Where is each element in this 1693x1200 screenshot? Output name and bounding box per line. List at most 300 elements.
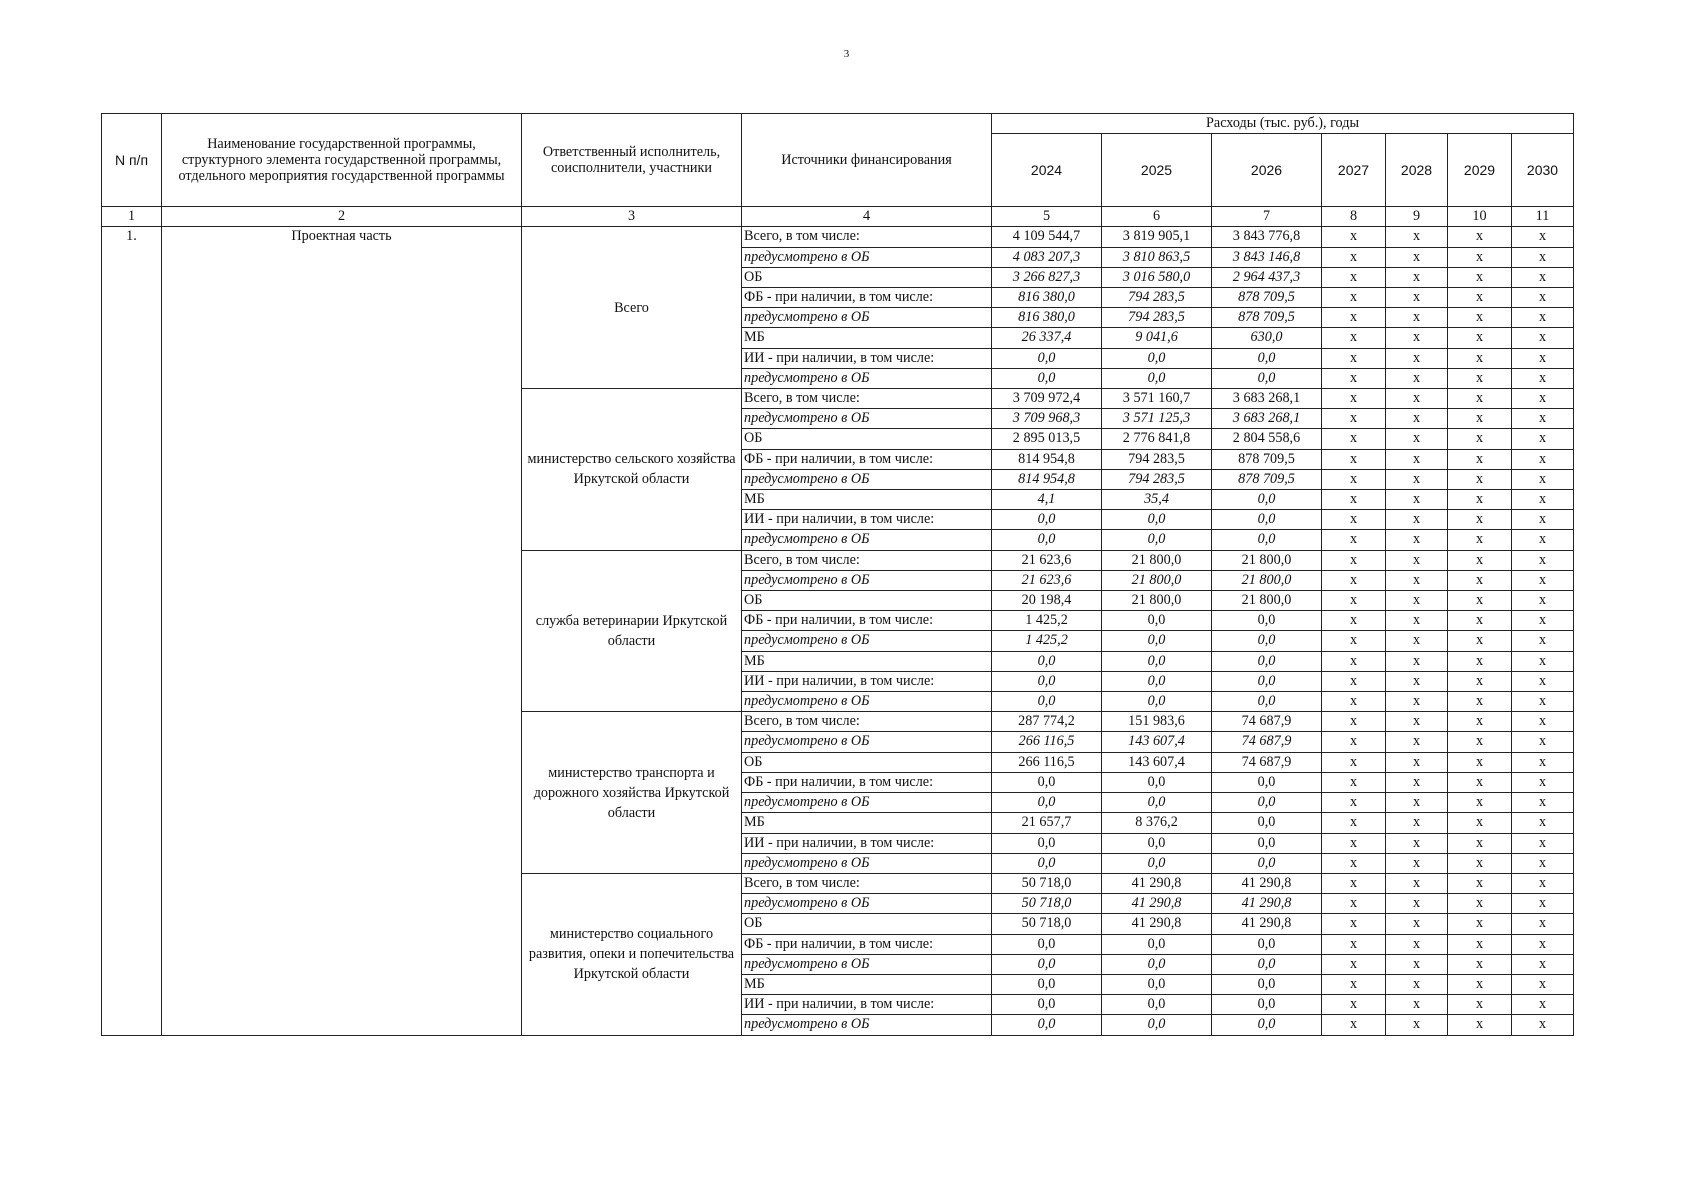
x-mark-cell: x <box>1386 308 1448 328</box>
value-cell-2024: 0,0 <box>992 853 1102 873</box>
x-mark-cell: x <box>1448 631 1512 651</box>
x-mark-cell: x <box>1512 793 1574 813</box>
value-cell-2025: 0,0 <box>1102 671 1212 691</box>
x-mark-cell: x <box>1448 934 1512 954</box>
x-mark-cell: x <box>1448 328 1512 348</box>
executor-cell: Всего <box>522 227 742 389</box>
x-mark-cell: x <box>1448 227 1512 247</box>
x-mark-cell: x <box>1322 894 1386 914</box>
x-mark-cell: x <box>1512 894 1574 914</box>
value-cell-2025: 794 283,5 <box>1102 469 1212 489</box>
x-mark-cell: x <box>1448 833 1512 853</box>
x-mark-cell: x <box>1512 227 1574 247</box>
header-num: N п/п <box>102 114 162 207</box>
value-cell-2025: 41 290,8 <box>1102 873 1212 893</box>
x-mark-cell: x <box>1386 1015 1448 1035</box>
value-cell-2026: 0,0 <box>1212 793 1322 813</box>
value-cell-2024: 3 709 972,4 <box>992 389 1102 409</box>
source-cell: ОБ <box>742 752 992 772</box>
x-mark-cell: x <box>1322 591 1386 611</box>
value-cell-2026: 3 683 268,1 <box>1212 389 1322 409</box>
x-mark-cell: x <box>1512 308 1574 328</box>
source-cell: предусмотрено в ОБ <box>742 853 992 873</box>
source-cell: предусмотрено в ОБ <box>742 894 992 914</box>
value-cell-2026: 0,0 <box>1212 611 1322 631</box>
column-number: 3 <box>522 207 742 227</box>
x-mark-cell: x <box>1448 995 1512 1015</box>
source-cell: предусмотрено в ОБ <box>742 570 992 590</box>
x-mark-cell: x <box>1386 510 1448 530</box>
x-mark-cell: x <box>1448 449 1512 469</box>
x-mark-cell: x <box>1448 570 1512 590</box>
value-cell-2025: 0,0 <box>1102 934 1212 954</box>
x-mark-cell: x <box>1512 853 1574 873</box>
x-mark-cell: x <box>1448 550 1512 570</box>
x-mark-cell: x <box>1512 389 1574 409</box>
value-cell-2025: 3 571 160,7 <box>1102 389 1212 409</box>
column-number-row <box>102 207 1574 227</box>
column-number: 8 <box>1322 207 1386 227</box>
value-cell-2024: 0,0 <box>992 772 1102 792</box>
value-cell-2024: 266 116,5 <box>992 732 1102 752</box>
x-mark-cell: x <box>1512 591 1574 611</box>
x-mark-cell: x <box>1386 490 1448 510</box>
x-mark-cell: x <box>1386 449 1448 469</box>
x-mark-cell: x <box>1448 671 1512 691</box>
value-cell-2025: 0,0 <box>1102 974 1212 994</box>
value-cell-2024: 2 895 013,5 <box>992 429 1102 449</box>
x-mark-cell: x <box>1448 974 1512 994</box>
header-year-2030: 2030 <box>1512 134 1574 207</box>
source-cell: Всего, в том числе: <box>742 873 992 893</box>
executor-cell: министерство сельского хозяйства Иркутской области <box>522 389 742 551</box>
x-mark-cell: x <box>1512 752 1574 772</box>
value-cell-2026: 21 800,0 <box>1212 550 1322 570</box>
x-mark-cell: x <box>1386 631 1448 651</box>
x-mark-cell: x <box>1448 490 1512 510</box>
value-cell-2026: 0,0 <box>1212 348 1322 368</box>
value-cell-2026: 878 709,5 <box>1212 288 1322 308</box>
source-cell: МБ <box>742 813 992 833</box>
value-cell-2025: 0,0 <box>1102 995 1212 1015</box>
x-mark-cell: x <box>1386 732 1448 752</box>
x-mark-cell: x <box>1322 368 1386 388</box>
x-mark-cell: x <box>1322 530 1386 550</box>
x-mark-cell: x <box>1512 631 1574 651</box>
value-cell-2025: 0,0 <box>1102 1015 1212 1035</box>
value-cell-2024: 3 266 827,3 <box>992 267 1102 287</box>
value-cell-2024: 814 954,8 <box>992 469 1102 489</box>
source-cell: Всего, в том числе: <box>742 712 992 732</box>
x-mark-cell: x <box>1322 389 1386 409</box>
x-mark-cell: x <box>1386 873 1448 893</box>
value-cell-2024: 814 954,8 <box>992 449 1102 469</box>
source-cell: ИИ - при наличии, в том числе: <box>742 995 992 1015</box>
value-cell-2026: 0,0 <box>1212 853 1322 873</box>
value-cell-2025: 0,0 <box>1102 510 1212 530</box>
value-cell-2025: 0,0 <box>1102 853 1212 873</box>
value-cell-2026: 0,0 <box>1212 692 1322 712</box>
value-cell-2025: 794 283,5 <box>1102 449 1212 469</box>
value-cell-2024: 0,0 <box>992 974 1102 994</box>
value-cell-2024: 816 380,0 <box>992 308 1102 328</box>
value-cell-2026: 41 290,8 <box>1212 914 1322 934</box>
header-year-2027: 2027 <box>1322 134 1386 207</box>
value-cell-2026: 41 290,8 <box>1212 894 1322 914</box>
value-cell-2024: 0,0 <box>992 954 1102 974</box>
x-mark-cell: x <box>1512 914 1574 934</box>
value-cell-2025: 0,0 <box>1102 348 1212 368</box>
value-cell-2026: 0,0 <box>1212 813 1322 833</box>
value-cell-2026: 878 709,5 <box>1212 469 1322 489</box>
x-mark-cell: x <box>1512 490 1574 510</box>
x-mark-cell: x <box>1448 732 1512 752</box>
x-mark-cell: x <box>1322 934 1386 954</box>
x-mark-cell: x <box>1322 631 1386 651</box>
x-mark-cell: x <box>1322 974 1386 994</box>
x-mark-cell: x <box>1322 429 1386 449</box>
column-number: 4 <box>742 207 992 227</box>
value-cell-2026: 74 687,9 <box>1212 712 1322 732</box>
value-cell-2026: 74 687,9 <box>1212 732 1322 752</box>
x-mark-cell: x <box>1386 530 1448 550</box>
page-number: 3 <box>843 48 850 60</box>
value-cell-2025: 2 776 841,8 <box>1102 429 1212 449</box>
value-cell-2025: 0,0 <box>1102 692 1212 712</box>
source-cell: предусмотрено в ОБ <box>742 1015 992 1035</box>
source-cell: предусмотрено в ОБ <box>742 368 992 388</box>
value-cell-2025: 21 800,0 <box>1102 550 1212 570</box>
source-cell: Всего, в том числе: <box>742 389 992 409</box>
value-cell-2026: 878 709,5 <box>1212 308 1322 328</box>
x-mark-cell: x <box>1512 732 1574 752</box>
value-cell-2025: 794 283,5 <box>1102 288 1212 308</box>
source-cell: предусмотрено в ОБ <box>742 732 992 752</box>
value-cell-2026: 878 709,5 <box>1212 449 1322 469</box>
x-mark-cell: x <box>1386 227 1448 247</box>
x-mark-cell: x <box>1386 833 1448 853</box>
source-cell: МБ <box>742 651 992 671</box>
column-number: 5 <box>992 207 1102 227</box>
x-mark-cell: x <box>1448 591 1512 611</box>
x-mark-cell: x <box>1386 793 1448 813</box>
value-cell-2025: 8 376,2 <box>1102 813 1212 833</box>
x-mark-cell: x <box>1448 469 1512 489</box>
value-cell-2025: 21 800,0 <box>1102 570 1212 590</box>
value-cell-2025: 21 800,0 <box>1102 591 1212 611</box>
value-cell-2026: 2 804 558,6 <box>1212 429 1322 449</box>
value-cell-2025: 0,0 <box>1102 368 1212 388</box>
column-number: 7 <box>1212 207 1322 227</box>
x-mark-cell: x <box>1386 894 1448 914</box>
value-cell-2025: 41 290,8 <box>1102 894 1212 914</box>
value-cell-2025: 0,0 <box>1102 954 1212 974</box>
value-cell-2025: 9 041,6 <box>1102 328 1212 348</box>
source-cell: ФБ - при наличии, в том числе: <box>742 611 992 631</box>
value-cell-2024: 3 709 968,3 <box>992 409 1102 429</box>
x-mark-cell: x <box>1386 611 1448 631</box>
column-number: 11 <box>1512 207 1574 227</box>
x-mark-cell: x <box>1386 288 1448 308</box>
x-mark-cell: x <box>1386 772 1448 792</box>
x-mark-cell: x <box>1448 813 1512 833</box>
x-mark-cell: x <box>1512 510 1574 530</box>
x-mark-cell: x <box>1512 611 1574 631</box>
x-mark-cell: x <box>1322 288 1386 308</box>
budget-table <box>101 113 1574 1036</box>
row-name: Проектная часть <box>162 227 522 1035</box>
column-number: 1 <box>102 207 162 227</box>
value-cell-2026: 630,0 <box>1212 328 1322 348</box>
x-mark-cell: x <box>1322 752 1386 772</box>
header-executor: Ответственный исполнитель, соисполнители, участники <box>522 114 742 207</box>
x-mark-cell: x <box>1448 651 1512 671</box>
x-mark-cell: x <box>1386 752 1448 772</box>
x-mark-cell: x <box>1386 954 1448 974</box>
value-cell-2024: 21 623,6 <box>992 550 1102 570</box>
source-cell: предусмотрено в ОБ <box>742 469 992 489</box>
source-cell: ОБ <box>742 429 992 449</box>
x-mark-cell: x <box>1512 954 1574 974</box>
value-cell-2025: 3 810 863,5 <box>1102 247 1212 267</box>
value-cell-2024: 0,0 <box>992 793 1102 813</box>
x-mark-cell: x <box>1322 954 1386 974</box>
value-cell-2025: 0,0 <box>1102 530 1212 550</box>
x-mark-cell: x <box>1512 550 1574 570</box>
value-cell-2026: 0,0 <box>1212 651 1322 671</box>
header-year-2029: 2029 <box>1448 134 1512 207</box>
x-mark-cell: x <box>1512 651 1574 671</box>
value-cell-2024: 266 116,5 <box>992 752 1102 772</box>
value-cell-2024: 50 718,0 <box>992 914 1102 934</box>
x-mark-cell: x <box>1448 288 1512 308</box>
value-cell-2026: 2 964 437,3 <box>1212 267 1322 287</box>
value-cell-2026: 0,0 <box>1212 671 1322 691</box>
x-mark-cell: x <box>1322 550 1386 570</box>
value-cell-2025: 0,0 <box>1102 651 1212 671</box>
value-cell-2026: 0,0 <box>1212 995 1322 1015</box>
source-cell: предусмотрено в ОБ <box>742 247 992 267</box>
x-mark-cell: x <box>1322 227 1386 247</box>
x-mark-cell: x <box>1512 974 1574 994</box>
value-cell-2025: 41 290,8 <box>1102 914 1212 934</box>
x-mark-cell: x <box>1386 671 1448 691</box>
value-cell-2026: 0,0 <box>1212 510 1322 530</box>
x-mark-cell: x <box>1512 368 1574 388</box>
x-mark-cell: x <box>1322 873 1386 893</box>
value-cell-2024: 50 718,0 <box>992 873 1102 893</box>
x-mark-cell: x <box>1512 692 1574 712</box>
x-mark-cell: x <box>1512 934 1574 954</box>
source-cell: ФБ - при наличии, в том числе: <box>742 772 992 792</box>
x-mark-cell: x <box>1512 570 1574 590</box>
value-cell-2024: 21 657,7 <box>992 813 1102 833</box>
x-mark-cell: x <box>1386 247 1448 267</box>
value-cell-2026: 0,0 <box>1212 631 1322 651</box>
x-mark-cell: x <box>1386 914 1448 934</box>
x-mark-cell: x <box>1386 328 1448 348</box>
x-mark-cell: x <box>1322 308 1386 328</box>
x-mark-cell: x <box>1386 469 1448 489</box>
x-mark-cell: x <box>1322 813 1386 833</box>
document-sheet <box>101 113 1574 1036</box>
x-mark-cell: x <box>1322 510 1386 530</box>
x-mark-cell: x <box>1448 247 1512 267</box>
column-number: 10 <box>1448 207 1512 227</box>
header-year-2028: 2028 <box>1386 134 1448 207</box>
x-mark-cell: x <box>1322 671 1386 691</box>
x-mark-cell: x <box>1322 793 1386 813</box>
x-mark-cell: x <box>1448 793 1512 813</box>
x-mark-cell: x <box>1322 469 1386 489</box>
value-cell-2025: 0,0 <box>1102 611 1212 631</box>
x-mark-cell: x <box>1322 611 1386 631</box>
value-cell-2024: 0,0 <box>992 692 1102 712</box>
x-mark-cell: x <box>1322 651 1386 671</box>
x-mark-cell: x <box>1322 328 1386 348</box>
source-cell: ФБ - при наличии, в том числе: <box>742 934 992 954</box>
x-mark-cell: x <box>1512 833 1574 853</box>
value-cell-2024: 0,0 <box>992 1015 1102 1035</box>
value-cell-2026: 41 290,8 <box>1212 873 1322 893</box>
value-cell-2025: 0,0 <box>1102 833 1212 853</box>
value-cell-2024: 21 623,6 <box>992 570 1102 590</box>
source-cell: предусмотрено в ОБ <box>742 793 992 813</box>
x-mark-cell: x <box>1386 813 1448 833</box>
source-cell: ИИ - при наличии, в том числе: <box>742 348 992 368</box>
x-mark-cell: x <box>1322 1015 1386 1035</box>
x-mark-cell: x <box>1512 530 1574 550</box>
x-mark-cell: x <box>1322 772 1386 792</box>
value-cell-2024: 0,0 <box>992 833 1102 853</box>
column-number: 2 <box>162 207 522 227</box>
header-year-2026: 2026 <box>1212 134 1322 207</box>
x-mark-cell: x <box>1512 267 1574 287</box>
executor-cell: служба ветеринарии Иркутской области <box>522 550 742 712</box>
x-mark-cell: x <box>1322 692 1386 712</box>
x-mark-cell: x <box>1448 611 1512 631</box>
value-cell-2026: 0,0 <box>1212 833 1322 853</box>
value-cell-2026: 0,0 <box>1212 954 1322 974</box>
executor-cell: министерство транспорта и дорожного хозяйства Иркутской области <box>522 712 742 874</box>
x-mark-cell: x <box>1512 469 1574 489</box>
x-mark-cell: x <box>1322 267 1386 287</box>
x-mark-cell: x <box>1448 772 1512 792</box>
x-mark-cell: x <box>1322 570 1386 590</box>
value-cell-2025: 151 983,6 <box>1102 712 1212 732</box>
x-mark-cell: x <box>1322 995 1386 1015</box>
value-cell-2024: 1 425,2 <box>992 611 1102 631</box>
value-cell-2025: 3 571 125,3 <box>1102 409 1212 429</box>
value-cell-2026: 0,0 <box>1212 530 1322 550</box>
x-mark-cell: x <box>1386 550 1448 570</box>
value-cell-2025: 143 607,4 <box>1102 752 1212 772</box>
value-cell-2025: 794 283,5 <box>1102 308 1212 328</box>
x-mark-cell: x <box>1448 429 1512 449</box>
x-mark-cell: x <box>1512 1015 1574 1035</box>
x-mark-cell: x <box>1448 510 1512 530</box>
source-cell: ОБ <box>742 591 992 611</box>
source-cell: МБ <box>742 974 992 994</box>
value-cell-2026: 21 800,0 <box>1212 591 1322 611</box>
x-mark-cell: x <box>1448 914 1512 934</box>
x-mark-cell: x <box>1512 348 1574 368</box>
value-cell-2024: 4 109 544,7 <box>992 227 1102 247</box>
x-mark-cell: x <box>1448 692 1512 712</box>
source-cell: Всего, в том числе: <box>742 550 992 570</box>
source-cell: предусмотрено в ОБ <box>742 308 992 328</box>
x-mark-cell: x <box>1386 368 1448 388</box>
header-source: Источники финансирования <box>742 114 992 207</box>
x-mark-cell: x <box>1448 712 1512 732</box>
x-mark-cell: x <box>1322 247 1386 267</box>
x-mark-cell: x <box>1448 348 1512 368</box>
source-cell: ИИ - при наличии, в том числе: <box>742 671 992 691</box>
x-mark-cell: x <box>1386 570 1448 590</box>
x-mark-cell: x <box>1448 954 1512 974</box>
value-cell-2025: 3 819 905,1 <box>1102 227 1212 247</box>
value-cell-2026: 3 843 146,8 <box>1212 247 1322 267</box>
x-mark-cell: x <box>1322 853 1386 873</box>
x-mark-cell: x <box>1448 530 1512 550</box>
x-mark-cell: x <box>1386 591 1448 611</box>
value-cell-2025: 0,0 <box>1102 793 1212 813</box>
source-cell: предусмотрено в ОБ <box>742 530 992 550</box>
source-cell: Всего, в том числе: <box>742 227 992 247</box>
x-mark-cell: x <box>1448 1015 1512 1035</box>
x-mark-cell: x <box>1386 348 1448 368</box>
source-cell: предусмотрено в ОБ <box>742 409 992 429</box>
x-mark-cell: x <box>1322 712 1386 732</box>
value-cell-2026: 0,0 <box>1212 974 1322 994</box>
value-cell-2024: 0,0 <box>992 368 1102 388</box>
header-year-2024: 2024 <box>992 134 1102 207</box>
source-cell: МБ <box>742 328 992 348</box>
value-cell-2026: 3 843 776,8 <box>1212 227 1322 247</box>
x-mark-cell: x <box>1512 772 1574 792</box>
x-mark-cell: x <box>1512 671 1574 691</box>
header-year-2025: 2025 <box>1102 134 1212 207</box>
x-mark-cell: x <box>1448 389 1512 409</box>
x-mark-cell: x <box>1322 409 1386 429</box>
x-mark-cell: x <box>1512 995 1574 1015</box>
value-cell-2024: 0,0 <box>992 530 1102 550</box>
source-cell: предусмотрено в ОБ <box>742 631 992 651</box>
x-mark-cell: x <box>1448 308 1512 328</box>
x-mark-cell: x <box>1512 247 1574 267</box>
value-cell-2026: 0,0 <box>1212 934 1322 954</box>
x-mark-cell: x <box>1512 873 1574 893</box>
row-number: 1. <box>102 227 162 1035</box>
source-cell: предусмотрено в ОБ <box>742 692 992 712</box>
value-cell-2026: 0,0 <box>1212 368 1322 388</box>
executor-cell: министерство социального развития, опеки и попечительства Иркутской области <box>522 873 742 1035</box>
source-cell: ОБ <box>742 914 992 934</box>
x-mark-cell: x <box>1386 934 1448 954</box>
value-cell-2024: 0,0 <box>992 510 1102 530</box>
x-mark-cell: x <box>1512 429 1574 449</box>
value-cell-2024: 0,0 <box>992 651 1102 671</box>
x-mark-cell: x <box>1386 692 1448 712</box>
x-mark-cell: x <box>1386 995 1448 1015</box>
value-cell-2026: 21 800,0 <box>1212 570 1322 590</box>
x-mark-cell: x <box>1386 429 1448 449</box>
value-cell-2024: 0,0 <box>992 995 1102 1015</box>
header-expenses: Расходы (тыс. руб.), годы <box>992 114 1574 134</box>
value-cell-2024: 0,0 <box>992 934 1102 954</box>
value-cell-2025: 3 016 580,0 <box>1102 267 1212 287</box>
value-cell-2025: 35,4 <box>1102 490 1212 510</box>
